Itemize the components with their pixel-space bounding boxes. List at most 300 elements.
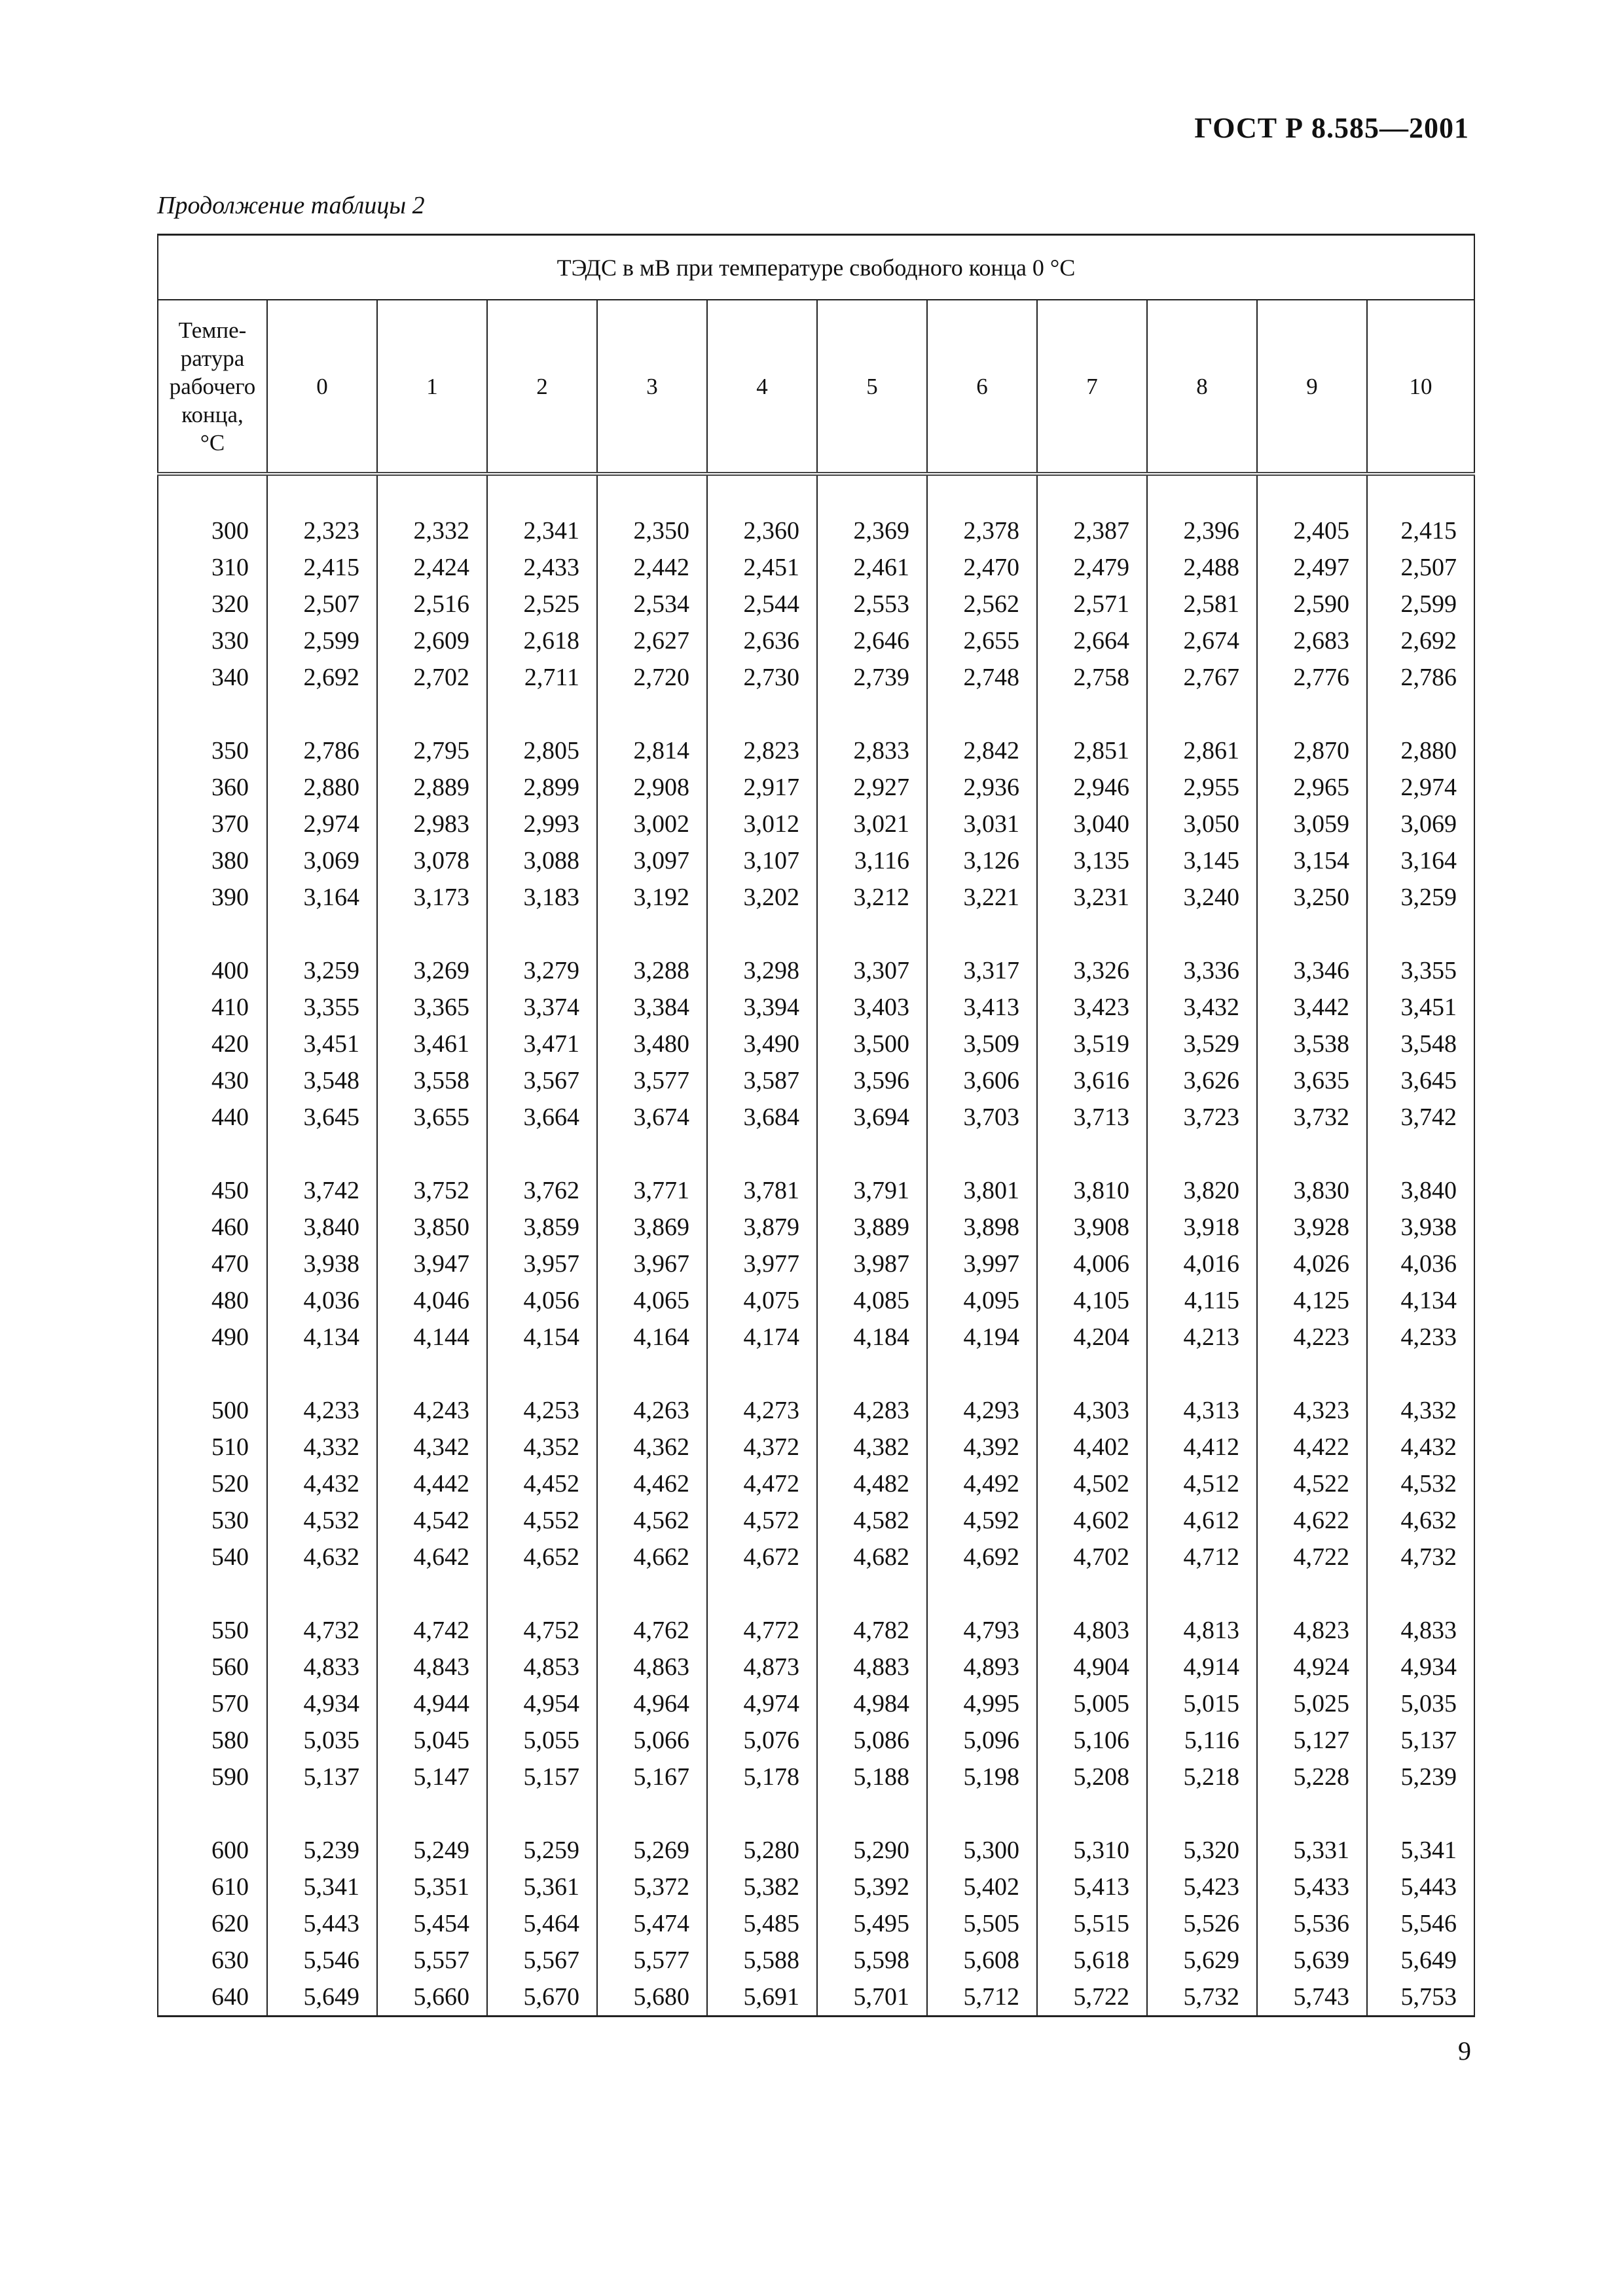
emf-value-cell: 4,422 — [1257, 1429, 1367, 1465]
spacer-cell — [597, 916, 707, 952]
spacer-cell — [1037, 1575, 1147, 1612]
emf-value-cell: 4,243 — [377, 1392, 487, 1429]
emf-value-cell: 2,646 — [817, 622, 927, 659]
emf-value-cell: 2,405 — [1257, 512, 1367, 549]
spacer-cell — [1147, 916, 1257, 952]
spacer-cell — [817, 474, 927, 512]
emf-value-cell: 2,880 — [267, 769, 377, 806]
emf-value-cell: 2,870 — [1257, 732, 1367, 769]
emf-value-cell: 3,231 — [1037, 879, 1147, 916]
temperature-cell: 470 — [158, 1246, 267, 1282]
table-title: ТЭДС в мВ при температуре свободного конца 0 °С — [158, 235, 1474, 300]
page-number: 9 — [1458, 2036, 1471, 2066]
emf-value-cell: 2,488 — [1147, 549, 1257, 586]
spacer-cell — [267, 1355, 377, 1392]
emf-value-cell: 5,743 — [1257, 1979, 1367, 2017]
emf-value-cell: 2,360 — [707, 512, 817, 549]
spacer-cell — [927, 696, 1037, 732]
spacer-cell — [1367, 1355, 1474, 1392]
emf-value-cell: 3,298 — [707, 952, 817, 989]
emf-value-cell: 4,263 — [597, 1392, 707, 1429]
emf-value-cell: 5,066 — [597, 1722, 707, 1759]
emf-value-cell: 2,581 — [1147, 586, 1257, 622]
emf-value-cell: 4,115 — [1147, 1282, 1257, 1319]
emf-value-cell: 4,046 — [377, 1282, 487, 1319]
emf-value-cell: 3,374 — [487, 989, 597, 1026]
emf-value-cell: 3,451 — [267, 1026, 377, 1062]
emf-value-cell: 4,184 — [817, 1319, 927, 1355]
emf-value-cell: 3,480 — [597, 1026, 707, 1062]
emf-value-cell: 3,269 — [377, 952, 487, 989]
column-header: 2 — [487, 300, 597, 474]
emf-value-cell: 3,548 — [267, 1062, 377, 1099]
emf-value-cell: 5,660 — [377, 1979, 487, 2017]
emf-value-cell: 2,544 — [707, 586, 817, 622]
emf-value-cell: 3,713 — [1037, 1099, 1147, 1136]
emf-value-cell: 2,795 — [377, 732, 487, 769]
emf-value-cell: 2,683 — [1257, 622, 1367, 659]
emf-value-cell: 2,927 — [817, 769, 927, 806]
emf-value-cell: 5,137 — [1367, 1722, 1474, 1759]
emf-value-cell: 3,674 — [597, 1099, 707, 1136]
emf-value-cell: 3,977 — [707, 1246, 817, 1282]
emf-value-cell: 3,587 — [707, 1062, 817, 1099]
temperature-cell: 510 — [158, 1429, 267, 1465]
temperature-cell: 420 — [158, 1026, 267, 1062]
emf-value-cell: 4,742 — [377, 1612, 487, 1649]
column-header: 5 — [817, 300, 927, 474]
emf-value-cell: 2,497 — [1257, 549, 1367, 586]
emf-value-cell: 3,898 — [927, 1209, 1037, 1246]
emf-value-cell: 4,853 — [487, 1649, 597, 1685]
spacer-cell — [707, 696, 817, 732]
table-row — [158, 1062, 1474, 1099]
spacer-cell — [1257, 1795, 1367, 1832]
emf-value-cell: 2,415 — [1367, 512, 1474, 549]
emf-value-cell: 3,548 — [1367, 1026, 1474, 1062]
emf-value-cell: 5,629 — [1147, 1942, 1257, 1979]
table-row — [158, 1429, 1474, 1465]
emf-value-cell: 4,995 — [927, 1685, 1037, 1722]
emf-value-cell: 2,655 — [927, 622, 1037, 659]
emf-value-cell: 3,069 — [1367, 806, 1474, 842]
emf-value-cell: 2,702 — [377, 659, 487, 696]
emf-value-cell: 2,636 — [707, 622, 817, 659]
emf-value-cell: 3,810 — [1037, 1172, 1147, 1209]
emf-value-cell: 3,752 — [377, 1172, 487, 1209]
spacer-cell — [487, 1355, 597, 1392]
spacer-cell — [817, 1575, 927, 1612]
emf-value-cell: 5,361 — [487, 1869, 597, 1905]
emf-value-cell: 3,202 — [707, 879, 817, 916]
emf-value-cell: 5,712 — [927, 1979, 1037, 2017]
spacer-cell — [377, 1355, 487, 1392]
emf-value-cell: 3,938 — [1367, 1209, 1474, 1246]
emf-value-cell: 3,394 — [707, 989, 817, 1026]
emf-value-cell: 4,352 — [487, 1429, 597, 1465]
emf-value-cell: 4,213 — [1147, 1319, 1257, 1355]
emf-value-cell: 2,974 — [267, 806, 377, 842]
temperature-cell: 330 — [158, 622, 267, 659]
emf-value-cell: 3,154 — [1257, 842, 1367, 879]
emf-value-cell: 5,546 — [267, 1942, 377, 1979]
temperature-cell: 490 — [158, 1319, 267, 1355]
emf-value-cell: 3,145 — [1147, 842, 1257, 879]
emf-value-cell: 2,748 — [927, 659, 1037, 696]
emf-value-cell: 2,993 — [487, 806, 597, 842]
emf-value-cell: 3,355 — [1367, 952, 1474, 989]
table-row — [158, 1612, 1474, 1649]
table-row — [158, 586, 1474, 622]
spacer-cell — [927, 474, 1037, 512]
spacer-cell — [817, 1355, 927, 1392]
emf-value-cell: 3,840 — [267, 1209, 377, 1246]
spacer-cell — [1037, 1795, 1147, 1832]
emf-value-cell: 5,249 — [377, 1832, 487, 1869]
emf-value-cell: 3,164 — [267, 879, 377, 916]
table-row — [158, 1209, 1474, 1246]
emf-value-cell: 2,833 — [817, 732, 927, 769]
emf-value-cell: 3,635 — [1257, 1062, 1367, 1099]
column-header: 7 — [1037, 300, 1147, 474]
emf-value-cell: 4,682 — [817, 1539, 927, 1575]
emf-value-cell: 2,786 — [1367, 659, 1474, 696]
emf-value-cell: 5,106 — [1037, 1722, 1147, 1759]
emf-value-cell: 3,869 — [597, 1209, 707, 1246]
table-row — [158, 1832, 1474, 1869]
emf-value-cell: 2,711 — [487, 659, 597, 696]
emf-value-cell: 2,720 — [597, 659, 707, 696]
emf-value-cell: 2,805 — [487, 732, 597, 769]
column-header: 6 — [927, 300, 1037, 474]
emf-value-cell: 5,096 — [927, 1722, 1037, 1759]
emf-value-cell: 5,188 — [817, 1759, 927, 1795]
emf-value-cell: 3,596 — [817, 1062, 927, 1099]
emf-value-cell: 4,036 — [1367, 1246, 1474, 1282]
emf-value-cell: 2,341 — [487, 512, 597, 549]
emf-value-cell: 4,732 — [1367, 1539, 1474, 1575]
emf-value-cell: 4,144 — [377, 1319, 487, 1355]
emf-value-cell: 5,331 — [1257, 1832, 1367, 1869]
emf-value-cell: 5,015 — [1147, 1685, 1257, 1722]
emf-value-cell: 3,078 — [377, 842, 487, 879]
emf-value-cell: 5,753 — [1367, 1979, 1474, 2017]
temperature-cell: 480 — [158, 1282, 267, 1319]
emf-value-cell: 3,859 — [487, 1209, 597, 1246]
emf-value-cell: 3,500 — [817, 1026, 927, 1062]
table-row — [158, 1649, 1474, 1685]
spacer-cell — [1257, 696, 1367, 732]
emf-value-cell: 3,279 — [487, 952, 597, 989]
emf-value-cell: 3,135 — [1037, 842, 1147, 879]
temperature-cell: 390 — [158, 879, 267, 916]
emf-value-cell: 2,516 — [377, 586, 487, 622]
emf-value-cell: 4,803 — [1037, 1612, 1147, 1649]
emf-value-cell: 4,313 — [1147, 1392, 1257, 1429]
emf-value-cell: 5,701 — [817, 1979, 927, 2017]
emf-value-cell: 4,552 — [487, 1502, 597, 1539]
emf-value-cell: 5,505 — [927, 1905, 1037, 1942]
emf-value-cell: 3,423 — [1037, 989, 1147, 1026]
table-row — [158, 732, 1474, 769]
table-row — [158, 842, 1474, 879]
temperature-cell: 440 — [158, 1099, 267, 1136]
emf-value-cell: 3,250 — [1257, 879, 1367, 916]
emf-value-cell: 3,645 — [267, 1099, 377, 1136]
temperature-column-header — [158, 300, 267, 474]
spacer-cell — [267, 1795, 377, 1832]
emf-value-cell: 4,233 — [1367, 1319, 1474, 1355]
spacer-cell — [597, 474, 707, 512]
emf-value-cell: 3,742 — [267, 1172, 377, 1209]
emf-value-cell: 4,273 — [707, 1392, 817, 1429]
emf-value-cell: 4,362 — [597, 1429, 707, 1465]
emf-value-cell: 4,974 — [707, 1685, 817, 1722]
emf-value-cell: 5,649 — [267, 1979, 377, 2017]
temperature-cell: 310 — [158, 549, 267, 586]
emf-value-cell: 4,843 — [377, 1649, 487, 1685]
emf-value-cell: 3,840 — [1367, 1172, 1474, 1209]
spacer-cell — [377, 1136, 487, 1172]
emf-value-cell: 5,567 — [487, 1942, 597, 1979]
emf-value-cell: 4,402 — [1037, 1429, 1147, 1465]
emf-value-cell: 5,147 — [377, 1759, 487, 1795]
spacer-cell — [1257, 1136, 1367, 1172]
emf-value-cell: 5,178 — [707, 1759, 817, 1795]
table-row — [158, 1979, 1474, 2017]
emf-value-cell: 2,946 — [1037, 769, 1147, 806]
emf-value-cell: 2,609 — [377, 622, 487, 659]
emf-value-cell: 2,424 — [377, 549, 487, 586]
spacer-cell — [927, 916, 1037, 952]
spacer-cell — [1257, 474, 1367, 512]
emf-value-cell: 4,622 — [1257, 1502, 1367, 1539]
table-row — [158, 769, 1474, 806]
column-header: 3 — [597, 300, 707, 474]
emf-value-cell: 3,830 — [1257, 1172, 1367, 1209]
table-row — [158, 1722, 1474, 1759]
emf-value-cell: 3,655 — [377, 1099, 487, 1136]
emf-value-cell: 5,239 — [1367, 1759, 1474, 1795]
temperature-cell: 580 — [158, 1722, 267, 1759]
emf-value-cell: 4,472 — [707, 1465, 817, 1502]
emf-value-cell: 3,987 — [817, 1246, 927, 1282]
column-header: 8 — [1147, 300, 1257, 474]
table-row — [158, 1099, 1474, 1136]
emf-value-cell: 2,730 — [707, 659, 817, 696]
spacer-cell — [158, 696, 267, 732]
emf-value-cell: 2,387 — [1037, 512, 1147, 549]
emf-value-cell: 2,415 — [267, 549, 377, 586]
emf-value-cell: 4,194 — [927, 1319, 1037, 1355]
spacer-cell — [1367, 916, 1474, 952]
spacer-cell — [158, 1136, 267, 1172]
spacer-cell — [1367, 1136, 1474, 1172]
spacer-cell — [1147, 1575, 1257, 1612]
emf-value-cell: 5,598 — [817, 1942, 927, 1979]
emf-value-cell: 2,451 — [707, 549, 817, 586]
emf-value-cell: 5,035 — [267, 1722, 377, 1759]
spacer-cell — [267, 1136, 377, 1172]
emf-value-cell: 3,703 — [927, 1099, 1037, 1136]
emf-value-cell: 3,326 — [1037, 952, 1147, 989]
emf-value-cell: 3,538 — [1257, 1026, 1367, 1062]
emf-value-cell: 4,223 — [1257, 1319, 1367, 1355]
spacer-cell — [817, 1136, 927, 1172]
spacer-cell — [487, 1575, 597, 1612]
temperature-cell: 590 — [158, 1759, 267, 1795]
emf-value-cell: 2,332 — [377, 512, 487, 549]
spacer-cell — [1147, 696, 1257, 732]
emf-value-cell: 3,432 — [1147, 989, 1257, 1026]
emf-value-cell: 2,350 — [597, 512, 707, 549]
table-row — [158, 1465, 1474, 1502]
emf-value-cell: 3,069 — [267, 842, 377, 879]
emf-value-cell: 2,767 — [1147, 659, 1257, 696]
row-header-line: конца, — [181, 401, 244, 427]
emf-value-cell: 5,670 — [487, 1979, 597, 2017]
emf-value-cell: 4,944 — [377, 1685, 487, 1722]
table-body — [158, 474, 1474, 2017]
emf-value-cell: 4,833 — [1367, 1612, 1474, 1649]
emf-value-cell: 4,924 — [1257, 1649, 1367, 1685]
spacer-cell — [1257, 1575, 1367, 1612]
emf-value-cell: 3,173 — [377, 879, 487, 916]
emf-value-cell: 4,125 — [1257, 1282, 1367, 1319]
group-spacer-row — [158, 1575, 1474, 1612]
emf-value-cell: 5,423 — [1147, 1869, 1257, 1905]
spacer-cell — [487, 1795, 597, 1832]
temperature-cell: 460 — [158, 1209, 267, 1246]
emf-value-cell: 3,461 — [377, 1026, 487, 1062]
emf-value-cell: 5,035 — [1367, 1685, 1474, 1722]
emf-value-cell: 5,392 — [817, 1869, 927, 1905]
emf-value-cell: 4,702 — [1037, 1539, 1147, 1575]
spacer-cell — [1147, 1136, 1257, 1172]
spacer-cell — [377, 1575, 487, 1612]
emf-value-cell: 2,851 — [1037, 732, 1147, 769]
emf-value-cell: 5,577 — [597, 1942, 707, 1979]
emf-value-cell: 5,474 — [597, 1905, 707, 1942]
emf-value-cell: 2,814 — [597, 732, 707, 769]
emf-value-cell: 5,639 — [1257, 1942, 1367, 1979]
column-header: 4 — [707, 300, 817, 474]
spacer-cell — [1367, 1575, 1474, 1612]
spacer-cell — [1367, 1795, 1474, 1832]
temperature-cell: 610 — [158, 1869, 267, 1905]
spacer-cell — [597, 1795, 707, 1832]
spacer-cell — [158, 916, 267, 952]
spacer-cell — [707, 1795, 817, 1832]
emf-value-cell: 4,036 — [267, 1282, 377, 1319]
emf-value-cell: 2,396 — [1147, 512, 1257, 549]
emf-value-cell: 4,672 — [707, 1539, 817, 1575]
spacer-cell — [707, 1355, 817, 1392]
emf-value-cell: 3,616 — [1037, 1062, 1147, 1099]
table-row — [158, 1026, 1474, 1062]
emf-value-cell: 3,509 — [927, 1026, 1037, 1062]
emf-value-cell: 5,167 — [597, 1759, 707, 1795]
temperature-cell: 400 — [158, 952, 267, 989]
emf-value-cell: 2,461 — [817, 549, 927, 586]
temperature-cell: 630 — [158, 1942, 267, 1979]
temperature-cell: 360 — [158, 769, 267, 806]
temperature-cell: 540 — [158, 1539, 267, 1575]
emf-value-cell: 4,026 — [1257, 1246, 1367, 1282]
emf-value-cell: 4,602 — [1037, 1502, 1147, 1539]
emf-value-cell: 5,402 — [927, 1869, 1037, 1905]
emf-value-cell: 3,762 — [487, 1172, 597, 1209]
emf-value-cell: 3,116 — [817, 842, 927, 879]
emf-value-cell: 4,712 — [1147, 1539, 1257, 1575]
temperature-cell: 520 — [158, 1465, 267, 1502]
emf-value-cell: 5,269 — [597, 1832, 707, 1869]
emf-value-cell: 2,786 — [267, 732, 377, 769]
table-row — [158, 622, 1474, 659]
emf-value-cell: 5,228 — [1257, 1759, 1367, 1795]
emf-value-cell: 3,567 — [487, 1062, 597, 1099]
emf-value-cell: 5,588 — [707, 1942, 817, 1979]
emf-value-cell: 4,134 — [267, 1319, 377, 1355]
table-row — [158, 952, 1474, 989]
emf-value-cell: 3,088 — [487, 842, 597, 879]
emf-value-cell: 3,355 — [267, 989, 377, 1026]
emf-value-cell: 5,086 — [817, 1722, 927, 1759]
emf-value-cell: 3,519 — [1037, 1026, 1147, 1062]
emf-value-cell: 3,212 — [817, 879, 927, 916]
emf-value-cell: 3,040 — [1037, 806, 1147, 842]
emf-value-cell: 3,413 — [927, 989, 1037, 1026]
group-spacer-row — [158, 1355, 1474, 1392]
spacer-cell — [267, 1575, 377, 1612]
emf-value-cell: 4,813 — [1147, 1612, 1257, 1649]
emf-value-cell: 4,522 — [1257, 1465, 1367, 1502]
temperature-cell: 380 — [158, 842, 267, 879]
spacer-cell — [377, 696, 487, 732]
emf-value-cell: 4,134 — [1367, 1282, 1474, 1319]
emf-value-cell: 5,137 — [267, 1759, 377, 1795]
emf-value-cell: 5,055 — [487, 1722, 597, 1759]
spacer-cell — [1037, 696, 1147, 732]
emf-value-cell: 4,772 — [707, 1612, 817, 1649]
emf-value-cell: 2,758 — [1037, 659, 1147, 696]
spacer-cell — [1037, 916, 1147, 952]
spacer-cell — [597, 1136, 707, 1172]
emf-value-cell: 2,776 — [1257, 659, 1367, 696]
group-spacer-row — [158, 696, 1474, 732]
emf-value-cell: 3,050 — [1147, 806, 1257, 842]
emf-value-cell: 3,107 — [707, 842, 817, 879]
emf-value-cell: 4,174 — [707, 1319, 817, 1355]
emf-value-cell: 4,562 — [597, 1502, 707, 1539]
emf-value-cell: 4,873 — [707, 1649, 817, 1685]
temperature-cell: 640 — [158, 1979, 267, 2017]
spacer-cell — [267, 696, 377, 732]
emf-value-cell: 3,031 — [927, 806, 1037, 842]
emf-value-cell: 4,492 — [927, 1465, 1037, 1502]
emf-value-cell: 5,208 — [1037, 1759, 1147, 1795]
emf-value-cell: 4,782 — [817, 1612, 927, 1649]
table-row — [158, 1685, 1474, 1722]
emf-value-cell: 2,433 — [487, 549, 597, 586]
emf-value-cell: 3,801 — [927, 1172, 1037, 1209]
emf-value-cell: 5,649 — [1367, 1942, 1474, 1979]
spacer-cell — [377, 474, 487, 512]
emf-value-cell: 2,369 — [817, 512, 927, 549]
spacer-cell — [707, 474, 817, 512]
table-row — [158, 1392, 1474, 1429]
emf-value-cell: 3,221 — [927, 879, 1037, 916]
